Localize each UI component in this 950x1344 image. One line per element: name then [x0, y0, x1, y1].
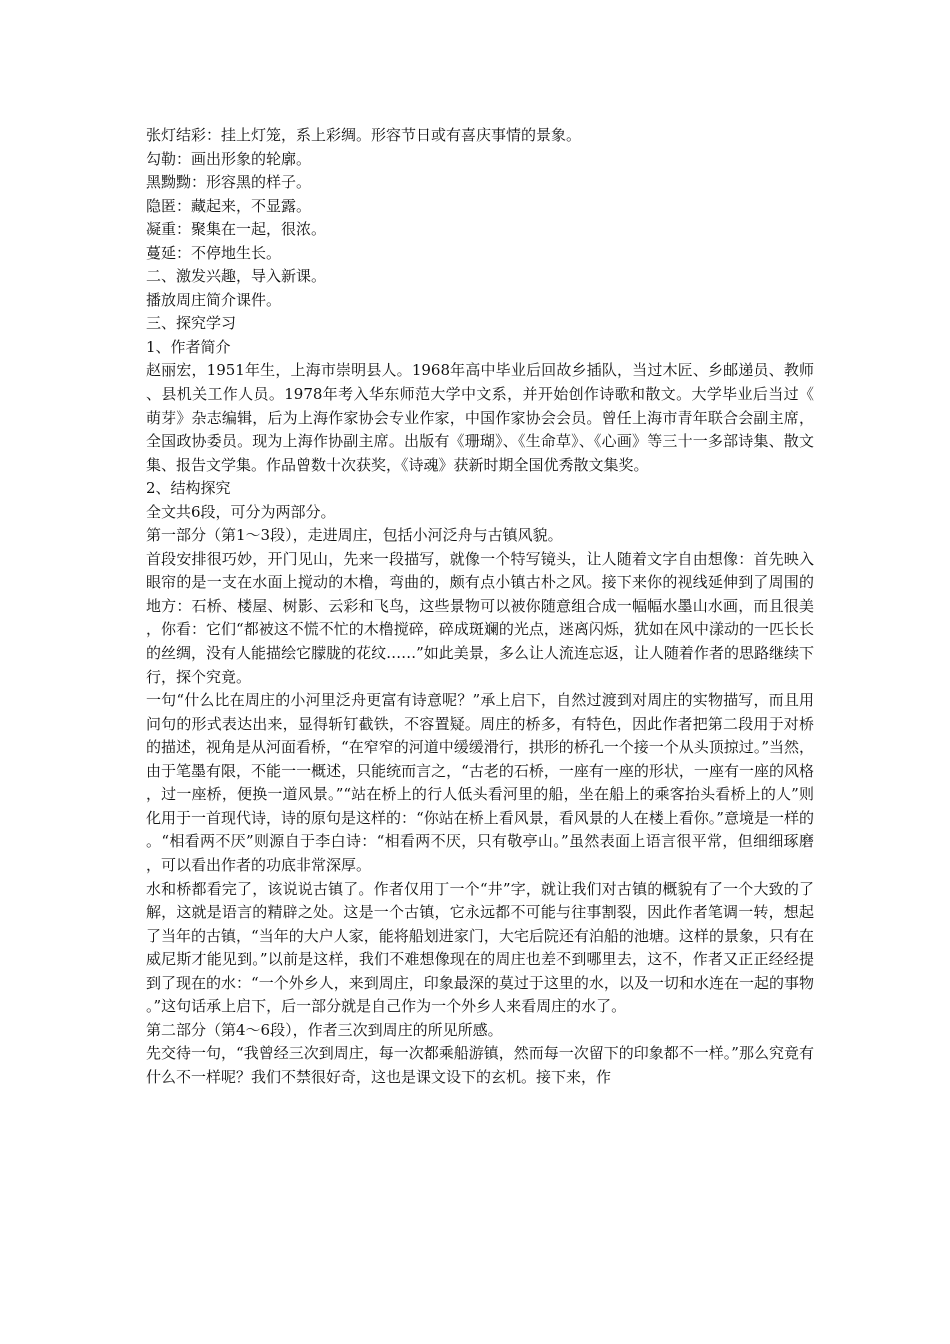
analysis-paragraph: 水和桥都看完了，该说说古镇了。作者仅用丁一个“井”字，就让我们对古镇的概貌有了一个大致的了解，这就是语言的精辟之处。这是一个古镇，它永远都不可能与往事割裂，因此作者笔调一转，想起了当年的古镇，“当年的大户人家，能将船划进家门，大宅后院还有泊船的池塘。这样的景象，只有在威尼斯才能见到。”以前是这样，我们不难想像现在的周庄也差不到哪里去，这不，作者又正正经经提到了现在的水：“一个外乡人，来到周庄，印象最深的莫过于这里的水，以及一切和水连在一起的事物。”这句话承上启下，后一部分就是自己作为一个外乡人来看周庄的水了。 [146, 879, 814, 1016]
section-heading-2: 二、激发兴趣，导入新课。 [146, 267, 327, 286]
vocab-goule: 勾勒：画出形象的轮廓。 [146, 149, 312, 168]
analysis-paragraph: 首段安排很巧妙，开门见山，先来一段描写，就像一个特写镜头，让人随着文字自由想像：首先映入眼帘的是一支在水面上搅动的木橹，弯曲的，颇有点小镇古朴之风。接下来你的视线延伸到了周围的地方：石桥、楼屋、树影、云彩和飞鸟，这些景物可以被你随意组合成一幅幅水墨山水画，而且很美，你看：它们“都被这不慌不忙的木橹搅碎，碎成斑斓的光点，迷离闪烁，犹如在风中漾动的一匹长长的丝绸，没有人能描绘它朦胧的花纹……”如此美景，多么让人流连忘返，让人随着作者的思路继续下行，探个究竟。 [146, 549, 814, 686]
analysis-paragraph: 一句“什么比在周庄的小河里泛舟更富有诗意呢？”承上启下，自然过渡到对周庄的实物描写，而且用问句的形式表达出来，显得斩钉截铁，不容置疑。周庄的桥多，有特色，因此作者把第二段用于对桥的描述，视角是从河面看桥，“在窄窄的河道中缓缓滑行，拱形的桥孔一个接一个从头顶掠过。”当然，由于笔墨有限，不能一一概述，只能统而言之，“古老的石桥，一座有一座的形状，一座有一座的风格，过一座桥，便换一道风景。”“站在桥上的行人低头看河里的船，坐在船上的乘客抬头看桥上的人”则化用于一首现代诗，诗的原句是这样的：“你站在桥上看风景，看风景的人在楼上看你。”意境是一样的。“相看两不厌”则源自于李白诗：“相看两不厌，只有敬亭山。”虽然表面上语言很平常，但细细琢磨，可以看出作者的功底非常深厚。 [146, 691, 814, 874]
part-one-heading: 第一部分（第1～3段），走进周庄，包括小河泛舟与古镇风貌。 [146, 526, 563, 545]
subsection-heading-structure: 2、结构探究 [146, 479, 231, 498]
vocab-ningzhong: 凝重：聚集在一起，很浓。 [146, 220, 327, 239]
analysis-paragraph: 先交待一句，“我曾经三次到周庄，每一次都乘船游镇，然而每一次留下的印象都不一样。”那么究竟有什么不一样呢？我们不禁很好奇，这也是课文设下的玄机。接下来，作 [146, 1044, 814, 1086]
part-two-heading: 第二部分（第4～6段），作者三次到周庄的所见所感。 [146, 1020, 503, 1039]
section-heading-3: 三、探究学习 [146, 314, 237, 333]
text-paragraph: 播放周庄简介课件。 [146, 290, 282, 309]
text-paragraph: 全文共6段，可分为两部分。 [146, 502, 336, 521]
author-bio-paragraph: 赵丽宏，1951年生，上海市崇明县人。1968年高中毕业后回故乡插队，当过木匠、乡邮递员、教师、县机关工作人员。1978年考入华东师范大学中文系，并开始创作诗歌和散文。大学毕业后当过《萌芽》杂志编辑，后为上海作家协会专业作家，中国作家协会会员。曾任上海市青年联合会副主席，全国政协委员。现为上海作协副主席。出版有《珊瑚》、《生命草》、《心画》等三十一多部诗集、散文集、报告文学集。作品曾数十次获奖，《诗魂》获新时期全国优秀散文集奖。 [146, 361, 814, 474]
subsection-heading-author: 1、作者简介 [146, 337, 231, 356]
vocab-manyan: 蔓延：不停地生长。 [146, 243, 282, 262]
vocab-zhangdengjiecai: 张灯结彩：挂上灯笼，系上彩绸。形容节日或有喜庆事情的景象。 [146, 126, 582, 144]
document-body [146, 124, 814, 1089]
vocab-yinni: 隐匿：藏起来，不显露。 [146, 196, 312, 215]
vocab-heiyouyou: 黑黝黝：形容黑的样子。 [146, 173, 312, 192]
